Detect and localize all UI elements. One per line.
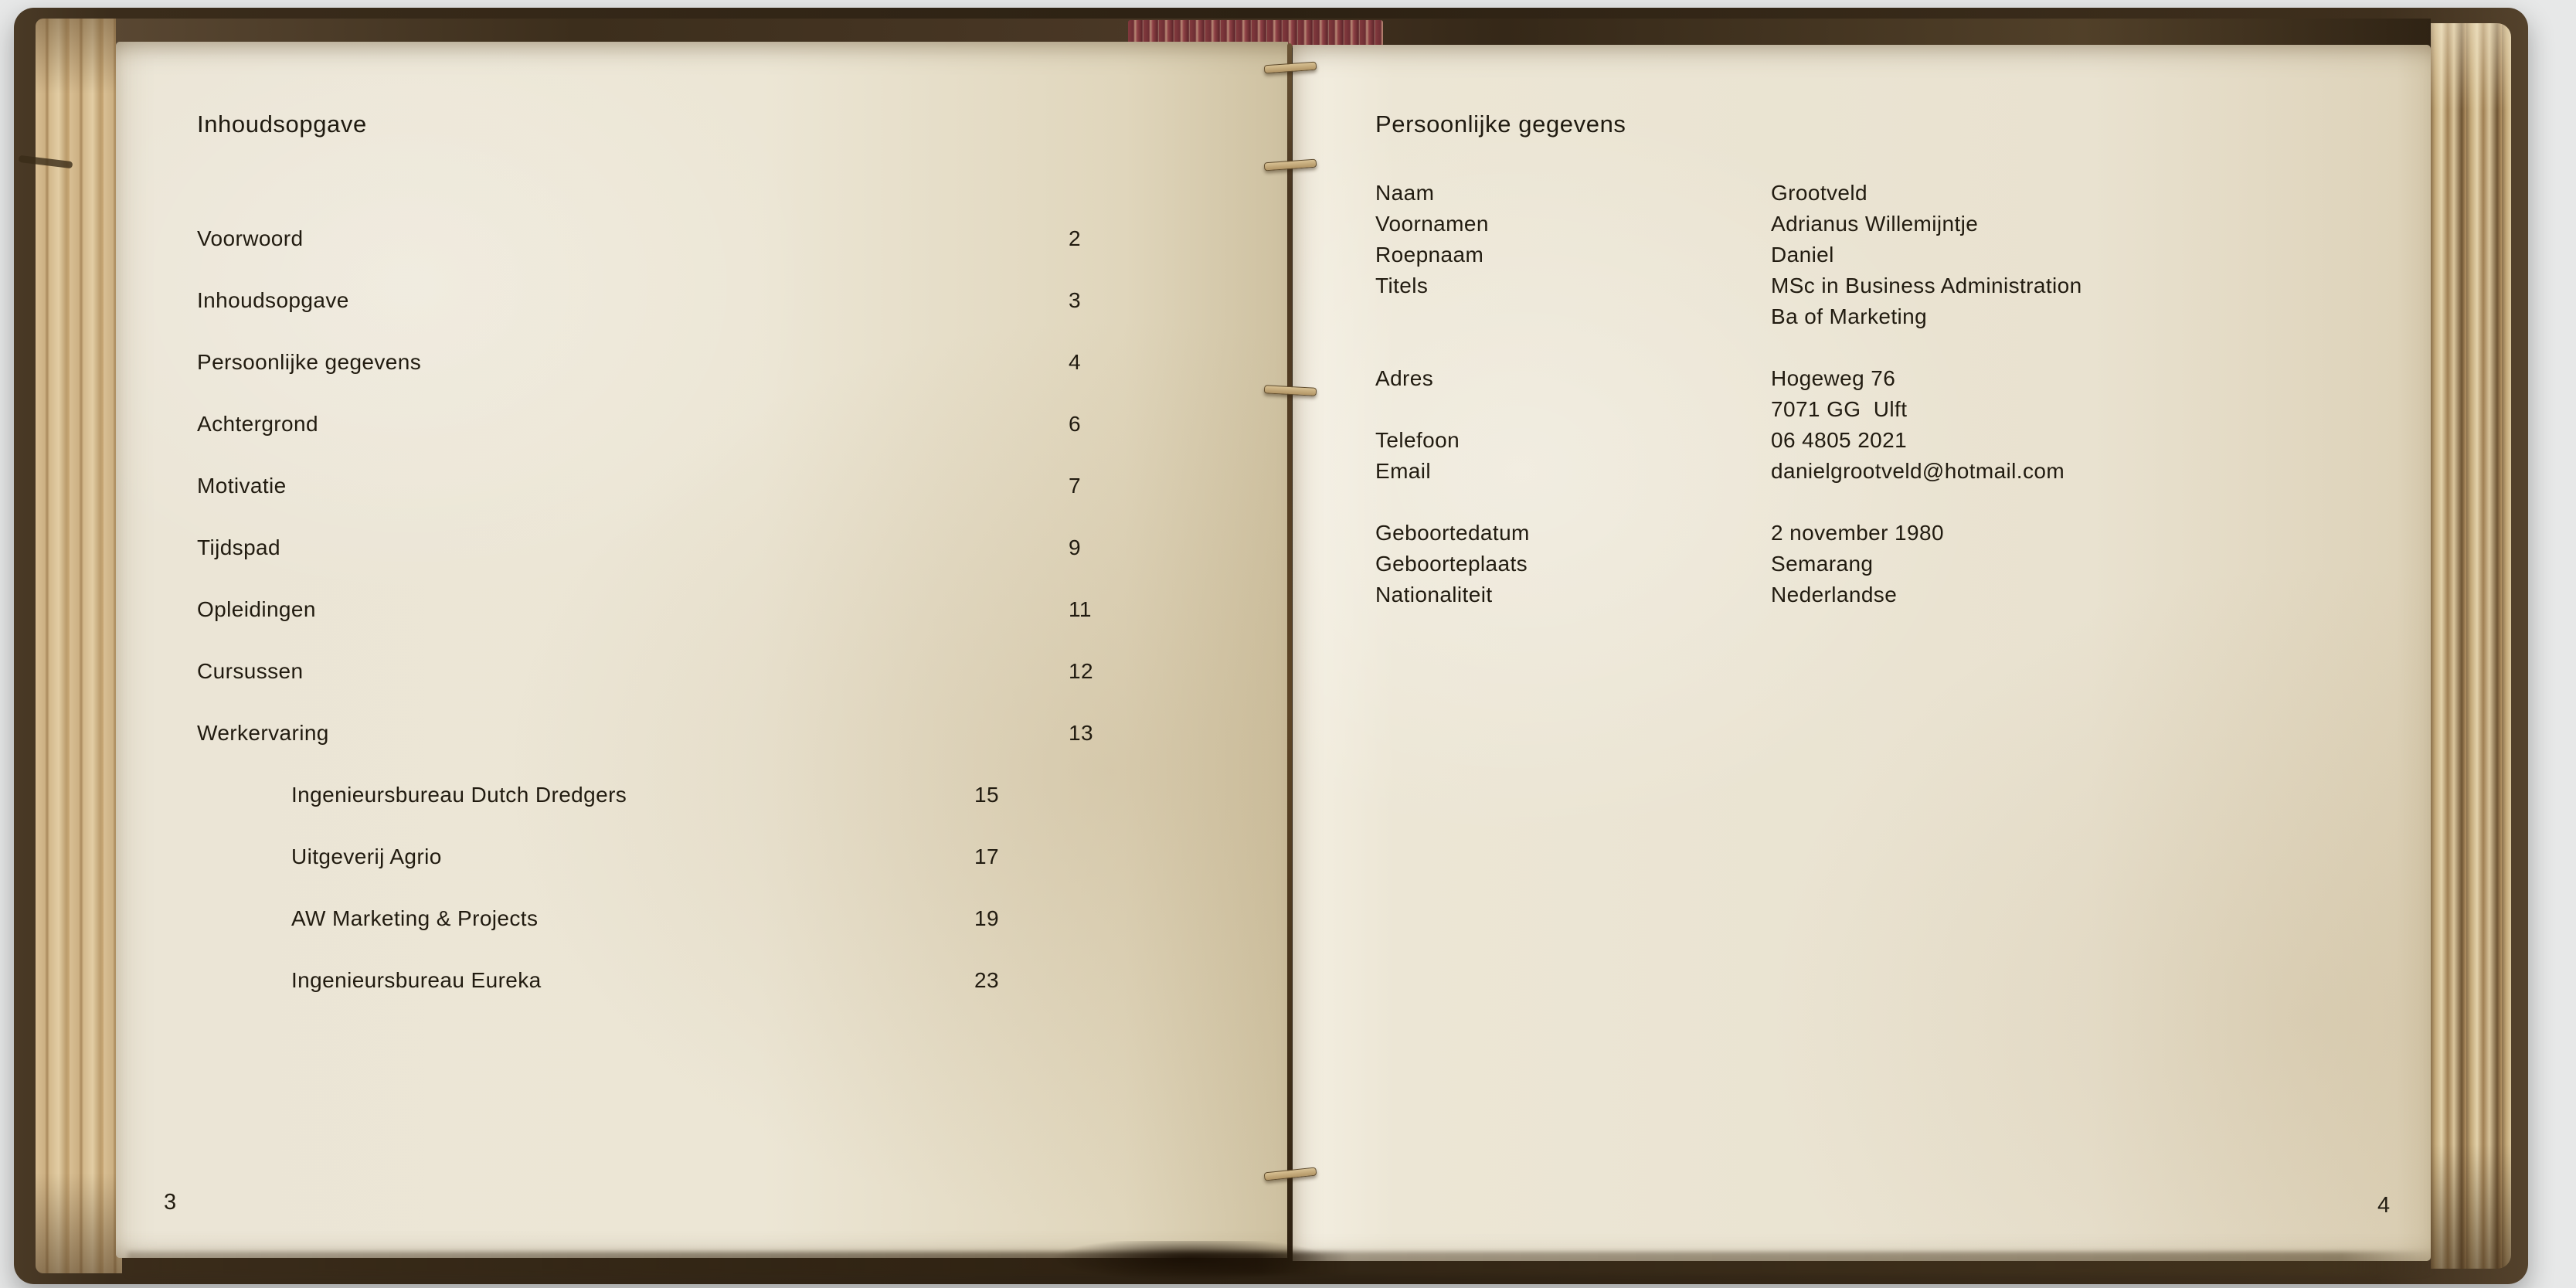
detail-label: Geboorteplaats (1375, 552, 1528, 576)
toc-item (197, 455, 1236, 517)
toc-item-label: Achtergrond (197, 412, 318, 436)
detail-row (1375, 394, 2395, 425)
book-bottom-center-shadow (1051, 1241, 1329, 1281)
toc-item-label: Tijdspad (197, 535, 280, 559)
toc-item-label: Voorwoord (197, 226, 304, 250)
toc-item (197, 702, 1236, 764)
toc-item (197, 517, 1236, 579)
toc-item-page-number: 15 (974, 783, 999, 807)
toc-item-label: Motivatie (197, 474, 287, 498)
detail-label: Geboortedatum (1375, 521, 1530, 545)
detail-row (1375, 456, 2395, 487)
detail-label: Telefoon (1375, 428, 1460, 452)
toc-item-page-number: 23 (974, 968, 999, 992)
toc-item-label: Persoonlijke gegevens (197, 350, 422, 374)
detail-row (1375, 178, 2395, 209)
detail-label: Voornamen (1375, 212, 1489, 236)
toc-item-page-number: 9 (1069, 535, 1081, 559)
left-page-number: 3 (164, 1190, 177, 1215)
detail-row (1375, 487, 2395, 518)
toc-item-label: Inhoudsopgave (197, 288, 349, 312)
right-page-number: 4 (2377, 1193, 2391, 1218)
page-stack-left-edge (36, 19, 122, 1273)
toc-item-page-number: 7 (1069, 474, 1081, 498)
page-stack-right-edge (2431, 23, 2511, 1269)
detail-row (1375, 332, 2395, 363)
detail-value: danielgrootveld@hotmail.com (1771, 459, 2065, 483)
toc-item-page-number: 4 (1069, 350, 1081, 374)
detail-value: 06 4805 2021 (1771, 428, 1908, 452)
detail-row (1375, 579, 2395, 610)
toc-item (197, 331, 1236, 393)
toc-item-page-number: 19 (974, 906, 999, 930)
detail-label: Nationaliteit (1375, 583, 1493, 607)
detail-value: 7071 GG Ulft (1771, 397, 1908, 421)
detail-row (1375, 301, 2395, 332)
detail-label: Email (1375, 459, 1432, 483)
toc-item-label: Opleidingen (197, 597, 316, 621)
toc-item (197, 764, 1236, 826)
toc-item-label: Uitgeverij Agrio (291, 845, 442, 868)
detail-value: Semarang (1771, 552, 1874, 576)
toc-item-page-number: 3 (1069, 288, 1081, 312)
detail-value: Grootveld (1771, 181, 1867, 205)
toc-item (197, 393, 1236, 455)
detail-row (1375, 240, 2395, 270)
toc-item-page-number: 12 (1069, 659, 1093, 683)
toc-item (197, 641, 1236, 702)
detail-label: Titels (1375, 274, 1429, 297)
toc-item (197, 270, 1236, 331)
right-page (1293, 45, 2431, 1261)
detail-label: Roepnaam (1375, 243, 1484, 267)
detail-value: 2 november 1980 (1771, 521, 1944, 545)
book-gutter (1287, 43, 1292, 1259)
detail-value: Daniel (1771, 243, 1834, 267)
toc-item-label: Ingenieursbureau Eureka (291, 968, 542, 992)
detail-value: Adrianus Willemijntje (1771, 212, 1979, 236)
toc-item (197, 826, 1236, 888)
toc-item (197, 950, 1236, 1011)
detail-row (1375, 270, 2395, 301)
toc-item (197, 208, 1236, 270)
left-page (116, 42, 1288, 1258)
detail-row (1375, 425, 2395, 456)
detail-row (1375, 518, 2395, 549)
detail-row (1375, 363, 2395, 394)
left-page-title: Inhoudsopgave (197, 110, 367, 138)
detail-row (1375, 209, 2395, 240)
toc-list (197, 208, 1236, 1011)
detail-value: Ba of Marketing (1771, 304, 1928, 328)
right-page-title: Persoonlijke gegevens (1375, 110, 1626, 138)
toc-item-label: AW Marketing & Projects (291, 906, 539, 930)
toc-item-page-number: 17 (974, 845, 999, 868)
toc-item-page-number: 2 (1069, 226, 1081, 250)
detail-value: MSc in Business Administration (1771, 274, 2082, 297)
detail-label: Adres (1375, 366, 1434, 390)
toc-item-page-number: 11 (1069, 597, 1092, 621)
toc-item-label: Ingenieursbureau Dutch Dredgers (291, 783, 627, 807)
personal-details-list (1375, 178, 2395, 610)
toc-item-page-number: 6 (1069, 412, 1081, 436)
detail-value: Nederlandse (1771, 583, 1898, 607)
toc-item (197, 579, 1236, 641)
toc-item-label: Werkervaring (197, 721, 329, 745)
toc-item-label: Cursussen (197, 659, 304, 683)
detail-row (1375, 549, 2395, 579)
detail-value: Hogeweg 76 (1771, 366, 1896, 390)
toc-item (197, 888, 1236, 950)
detail-label: Naam (1375, 181, 1435, 205)
toc-item-page-number: 13 (1069, 721, 1093, 745)
